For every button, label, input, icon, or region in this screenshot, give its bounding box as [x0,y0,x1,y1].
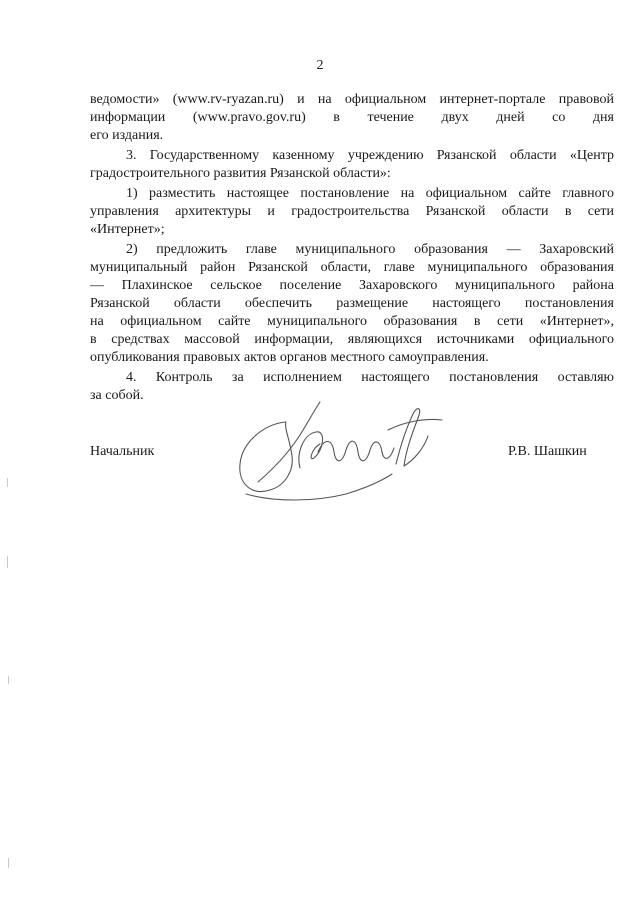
text-line-15: опубликования правовых актов органов местного самоуправления. [90,350,489,365]
scan-artifact [7,556,8,568]
scan-artifact [7,478,8,487]
text-line-9: 2) предложить главе муниципального образования — Захаровский [126,242,614,257]
text-line-2: информации (www.pravo.gov.ru) в течение двух дней со дня [90,110,614,125]
handwritten-signature [228,398,458,510]
text-line-11: — Плахинское сельское поселение Захаровского муниципального района [90,278,614,293]
scan-artifact [8,858,9,868]
text-line-7: управления архитектуры и градостроительства Рязанской области в сети [90,204,614,219]
text-line-8: «Интернет»; [90,222,165,237]
scan-artifact [8,676,9,684]
text-line-13: на официальном сайте муниципального образования в сети «Интернет», [90,314,614,329]
text-line-16: 4. Контроль за исполнением настоящего постановления оставляю [126,370,614,385]
signer-position: Начальник [90,444,155,459]
text-line-10: муниципальный район Рязанской области, главе муниципального образования [90,260,614,275]
text-line-4: 3. Государственному казенному учреждению Рязанской области «Центр [126,148,614,163]
text-line-6: 1) разместить настоящее постановление на официальном сайте главного [126,186,614,201]
signer-name: Р.В. Шашкин [508,444,587,459]
page-number: 2 [316,58,324,73]
text-line-17: за собой. [90,388,144,403]
text-line-14: в средствах массовой информации, являющихся источниками официального [90,332,614,347]
text-line-12: Рязанской области обеспечить размещение настоящего постановления [90,296,614,311]
text-line-5: градостроительного развития Рязанской области»: [90,166,391,181]
text-line-1: ведомости» (www.rv-ryazan.ru) и на официальном интернет-портале правовой [90,92,614,107]
text-line-3: его издания. [90,128,164,143]
